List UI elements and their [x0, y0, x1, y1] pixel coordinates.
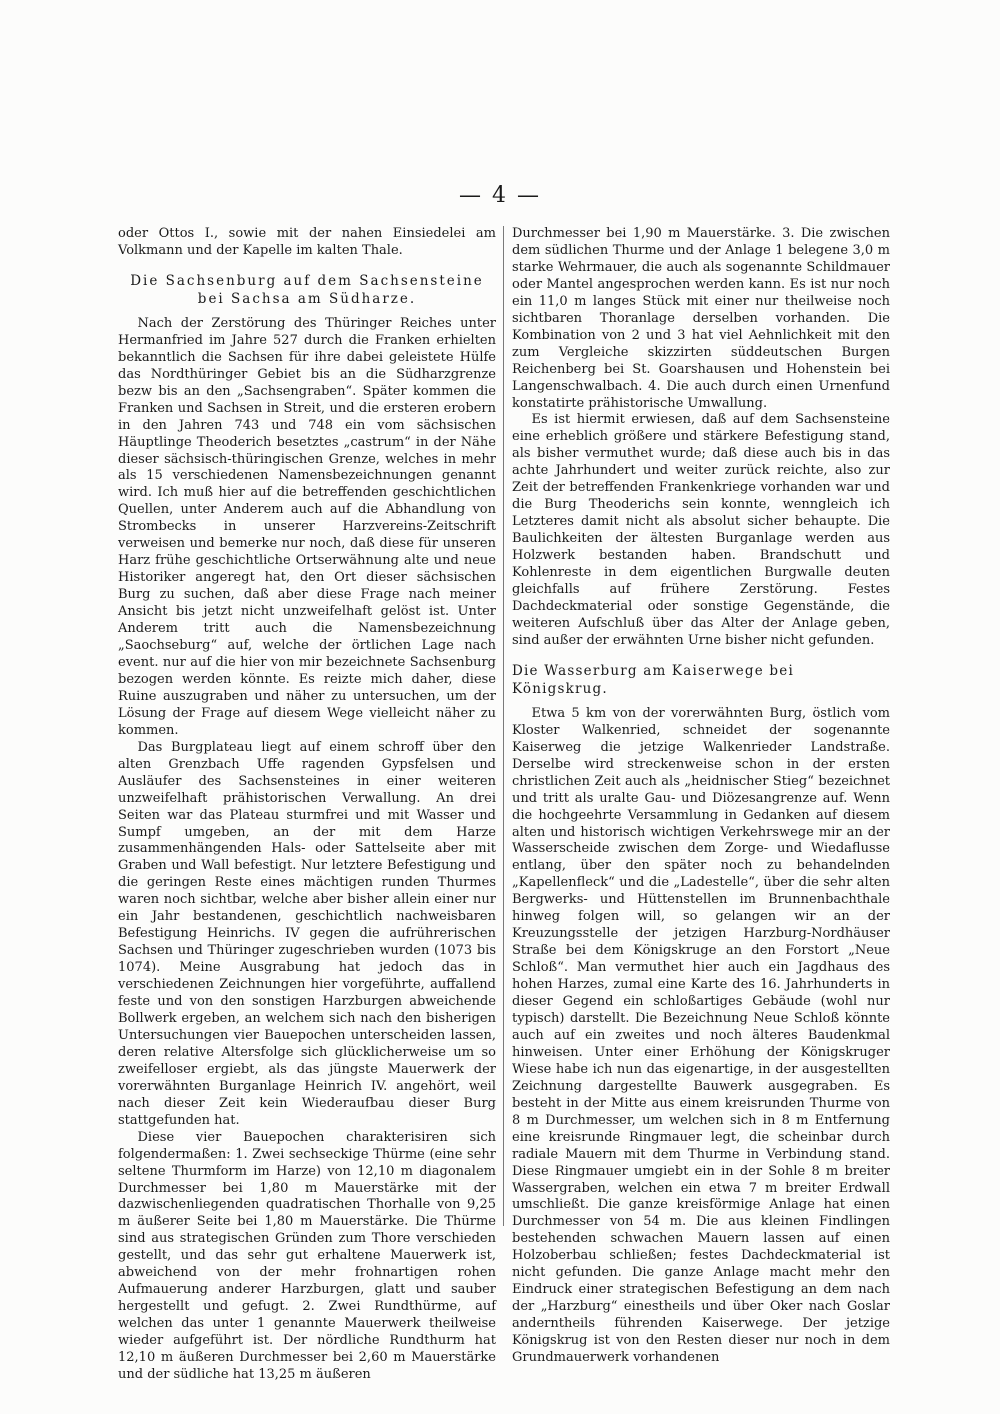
left-column — [118, 226, 496, 1384]
paragraph: Etwa 5 km von der vorerwähnten Burg, östlich vom Kloster Walkenried, schneidet der sogenannte Kaiserweg die jetzige Walkenrieder Landstraße. Derselbe wird streckenweise schon in der ersten christlichen Zeit auch als „heidnischer Stieg“ bezeichnet und tritt als uralte Gau- und Diözesangrenze auf. Wenn die hochgeehrte Versammlung in Gedanken auf diesem alten und historisch wichtigen Verkehrswege mir an der Wasserscheide zwischen dem Zorge- und Wiedaflusse entlang, über den später noch zu behandelnden „Kapellenfleck“ und die „Ladestelle“, über die sehr alten Bergwerks- und Hüttenstellen im Brunnenbachthale hinweg folgen will, so gelangen wir an der Kreuzungsstelle der jetzigen Harzburg-Nordhäuser Straße bei dem Königskruge an den Forstort „Neue Schloß“. Man vermuthet hier auch ein Jagdhaus des hohen Harzes, zumal eine Karte des 16. Jahrhunderts in dieser Gegend ein schloßartiges Gebäude (wohl nur typisch) darstellt. Die Bezeichnung Neue Schloß könnte auch auf ein zweites und noch älteres Baudenkmal hinweisen. Unter einer Erhöhung der Königskruger Wiese habe ich nun das eigenartige, in der ausgestellten Zeichnung dargestellte Bauwerk ausgegraben. Es besteht in der Mitte aus einem kreisrunden Thurme von 8 m Durchmesser, um welchen sich in 8 m Entfernung eine kreisrunde Ringmauer legt, die scheinbar durch radiale Mauern mit dem Thurme in Verbindung stand. Diese Ringmauer umgiebt ein in der Sohle 8 m breiter Wassergraben, welchen ein etwa 7 m breiter Erdwall umschließt. Die ganze kreisförmige Anlage hat einen Durchmesser von 54 m. Die aus kleinen Findlingen bestehenden schwachen Mauern lassen auf einen Holzoberbau schließen; festes Dachdeckmaterial ist nicht gefunden. Die ganze Anlage macht mehr den Eindruck einer strategischen Befestigung an dem nach der „Harzburg“ einestheils und über Oker nach Goslar anderntheils führenden Kaiserwege. Der jetzige Königskrug ist von den Resten dieser nur noch in dem Grundmauerwerk vorhandenen — [512, 705, 890, 1366]
paragraph: Es ist hiermit erwiesen, daß auf dem Sachsensteine eine erheblich größere und stärkere Befestigung stand, als bisher vermuthet wurde; daß diese auch bis in das achte Jahrhundert und weiter zurück reichte, also zur Zeit der betreffenden Frankenkriege vorhanden war und die Burg Theoderichs sein konnte, wenngleich ich Letzteres damit nicht als absolut sicher behaupte. Die Baulichkeiten der ältesten Burganlage werden aus Holzwerk bestanden haben. Brandschutt und Kohlenreste in dem eigentlichen Burgwalle deuten gleichfalls auf frühere Zerstörung. Festes Dachdeckmaterial oder sonstige Gegenstände, die weiteren Aufschluß über das Alter der Anlage geben, sind außer der erwähnten Urne bisher nicht gefunden. — [512, 412, 890, 648]
section-heading: Die Sachsenburg auf dem Sachsensteine bei Sachsa am Südharze. — [130, 272, 484, 307]
right-column — [512, 226, 890, 1367]
paragraph: Diese vier Bauepochen charakterisiren sich folgendermaßen: 1. Zwei sechseckige Thürme (eine sehr seltene Thurmform im Harze) von 12,10 m diagonalem Durchmesser bei 1,80 m Mauerstärke mit der dazwischenliegenden quadratischen Thorhalle von 9,25 m äußerer Seite bei 1,80 m Mauerstärke. Die Thürme sind aus strategischen Gründen zum Thore verschieden gestellt, und das sehr gut erhaltene Mauerwerk ist, abweichend von der mehr frohnartigen rohen Aufmauerung anderer Harzburgen, glatt und sauber hergestellt und gefugt. 2. Zwei Rundthürme, auf welchen das unter 1 genannte Mauerwerk theilweise wieder aufgeführt ist. Der nördliche Rundthurm hat 12,10 m äußeren Durchmesser bei 2,60 m Mauerstärke und der südliche hat 13,25 m äußeren — [118, 1129, 496, 1382]
paragraph: Durchmesser bei 1,90 m Mauerstärke. 3. Die zwischen dem südlichen Thurme und der Anlage 1 belegene 3,0 m starke Wehrmauer, die auch als sogenannte Schildmauer oder Mantel angesprochen werden kann. Es ist nur noch ein 11,0 m langes Stück mit einer nur theilweise noch sichtbaren Thoranlage derselben vorhanden. Die Kombination von 2 und 3 hat viel Aehnlichkeit mit den zum Vergleiche skizzirten süddeutschen Burgen Reichenberg bei St. Goarshausen und Hohenstein bei Langenschwalbach. 4. Die auch durch einen Urnenfund konstatirte prähistorische Umwallung. — [512, 226, 890, 411]
section-heading: Die Wasserburg am Kaiserwege bei Königskrug. — [512, 662, 794, 697]
paragraph: Nach der Zerstörung des Thüringer Reiches unter Hermanfried im Jahre 527 durch die Franken erhielten bekanntlich die Sachsen für ihre dabei geleistete Hülfe das Nordthüringer Gebiet bis an die Südharzgrenze bezw bis an den „Sachsengraben“. Später kommen die Franken und Sachsen in Streit, und die ersteren erobern in den Jahren 743 und 748 ein vom sächsischen Häuptlinge Theoderich besetztes „castrum“ in der Nähe dieser sächsisch-thüringischen Grenze, welches in mehr als 15 verschiedenen Namensbezeichnungen genannt wird. Ich muß hier auf die betreffenden geschichtlichen Quellen, unter Anderem auch auf die Abhandlung von Strombecks in unserer Harzvereins-Zeitschrift verweisen und bemerke nur noch, daß diese für unseren Harz frühe geschichtliche Ortserwähnung alte und neue Historiker angeregt hat, den Ort dieser sächsischen Burg zu suchen, daß aber diese Frage nach meiner Ansicht bis jetzt nicht unzweifelhaft gelöst ist. Unter Anderem tritt auch die Namensbezeichnung „Saochseburg“ auf, welche der örtlichen Lage nach event. nur auf die hier von mir bezeichnete Sachsenburg bezogen werden könnte. Es reizte mich daher, diese Ruine auszugraben und näher zu untersuchen, um der Lösung der Frage auf diesem Wege vielleicht näher zu kommen. — [118, 315, 496, 738]
paragraph: Das Burgplateau liegt auf einem schroff über den alten Grenzbach Uffe ragenden Gypsfelsen und Ausläufer des Sachsensteines in einer weiteren unzweifelhaft prähistorischen Verwallung. An drei Seiten war das Plateau sturmfrei und mit Wasser und Sumpf umgeben, an der mit dem Harze zusammenhängenden Hals- oder Sattelseite aber mit Graben und Wall befestigt. Nur letztere Befestigung und die geringen Reste eines mächtigen runden Thurmes waren noch sichtbar, welche aber bisher allein einer nur ein Jahr bestandenen, geschichtlich nachweisbaren Befestigung Heinrichs. IV gegen die aufrührerischen Sachsen und Thüringer zugeschrieben wurden (1073 bis 1074). Meine Ausgrabung hat jedoch das in verschiedenen Zeichnungen hier vorgeführte, auffallend feste und von den sonstigen Harzburgen abweichende Bollwerk ergeben, an welchem sich nach den bisherigen Untersuchungen vier Bauepochen unterscheiden lassen, deren relative Altersfolge sich glücklicherweise um so zweifelloser ergiebt, als das jüngste Mauerwerk der vorerwähnten Burganlage Heinrich IV. angehört, weil nach dieser Zeit kein Wiederaufbau dieser Burg stattgefunden hat. — [118, 739, 496, 1128]
paragraph: oder Ottos I., sowie mit der nahen Einsiedelei am Volkmann und der Kapelle im kalten Thale. — [118, 226, 496, 258]
column-divider — [503, 226, 504, 1226]
page-number: — 4 — — [459, 183, 541, 208]
